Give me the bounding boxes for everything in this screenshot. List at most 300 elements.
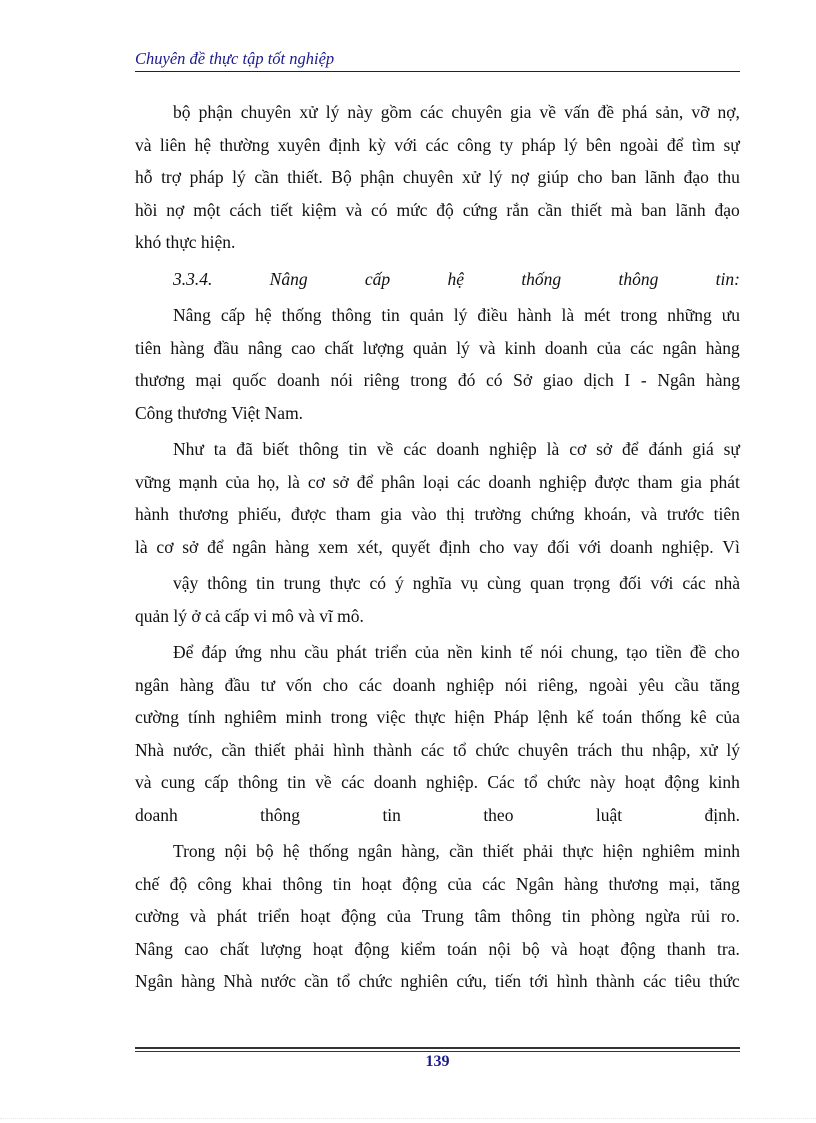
text-line	[135, 669, 740, 702]
word: độ	[169, 873, 188, 894]
word: chức	[547, 772, 581, 792]
word: tin	[287, 772, 306, 792]
word: tư	[260, 674, 275, 695]
word: lý	[453, 305, 468, 325]
word: các	[420, 739, 445, 760]
word: Các	[487, 772, 515, 792]
word: xuyên	[277, 134, 321, 155]
word: cao	[291, 337, 316, 358]
word: tiến	[494, 971, 522, 991]
word: cho	[479, 536, 505, 557]
word: tiên	[135, 337, 162, 358]
word: doanh	[392, 674, 436, 695]
word: cơ	[156, 536, 174, 557]
word: đã	[236, 439, 253, 459]
word: nội	[488, 938, 511, 959]
word: các	[482, 873, 506, 894]
word: thường	[219, 134, 270, 155]
word: theo	[483, 804, 514, 825]
word: toán	[447, 938, 478, 959]
word: này	[347, 102, 373, 122]
word: hàng	[705, 337, 740, 358]
word: thông	[511, 906, 552, 926]
word: để	[622, 439, 639, 459]
word: đánh	[648, 439, 683, 459]
paragraph-3	[135, 433, 740, 563]
word: hệ	[282, 841, 300, 861]
word: hệ	[255, 305, 272, 325]
word: động	[354, 938, 390, 959]
word: của	[447, 873, 472, 894]
word: tin	[332, 873, 352, 894]
word: đề	[689, 642, 707, 662]
word: nợ	[510, 167, 529, 187]
word: thị	[446, 504, 465, 524]
word: xem	[318, 536, 349, 557]
word: ngừa	[645, 906, 681, 926]
word: phân	[381, 471, 416, 492]
word: hệ	[447, 268, 465, 289]
word: cấp	[220, 305, 246, 325]
word: hoạt	[624, 772, 655, 792]
text-line	[135, 226, 740, 259]
word: về	[539, 102, 557, 122]
word: ban	[611, 167, 637, 187]
word: cao	[184, 938, 209, 959]
word: ngoài	[588, 674, 628, 695]
word: thành	[373, 739, 413, 760]
word: và	[551, 938, 568, 959]
word: và	[345, 199, 363, 220]
word: trong	[410, 370, 448, 390]
word: nước	[260, 971, 296, 991]
word: thu	[717, 167, 740, 187]
word: có	[371, 199, 388, 220]
word: triển	[257, 906, 290, 926]
footer-rule	[135, 1047, 740, 1049]
word: nhập,	[652, 739, 691, 760]
word: việc	[376, 707, 406, 727]
word: thiết.	[287, 167, 323, 187]
word: vấn	[564, 102, 590, 122]
word: các	[425, 134, 449, 155]
word: Trong	[173, 841, 216, 861]
word: vốn	[285, 674, 312, 695]
word: tin	[561, 906, 581, 926]
word: lượng	[260, 938, 302, 959]
text-line	[135, 701, 740, 734]
word: minh	[704, 841, 740, 861]
word: I	[624, 370, 631, 390]
word: cứu,	[456, 971, 487, 991]
word: phải	[294, 739, 325, 760]
page-edge	[0, 1118, 816, 1119]
word: vậy	[173, 573, 199, 593]
header-rule	[135, 71, 740, 72]
word: lãnh	[675, 199, 706, 220]
word: -	[640, 370, 647, 390]
word: cùng	[487, 573, 522, 593]
word: Nâng	[269, 268, 308, 289]
word: cấp	[364, 268, 391, 289]
word: hoạt	[578, 938, 610, 959]
word: về	[376, 439, 394, 459]
word: ngân	[662, 337, 697, 358]
word: công	[457, 134, 492, 155]
word: hiện	[602, 841, 633, 861]
word: lý	[563, 134, 578, 155]
word: định	[439, 536, 471, 557]
word: riêng,	[537, 674, 579, 695]
word: thiết	[570, 199, 602, 220]
word: thông	[331, 305, 372, 325]
word: bộ	[256, 841, 274, 861]
word: Ngân	[515, 873, 554, 894]
word: đó	[457, 370, 476, 390]
word: yêu	[638, 674, 664, 695]
word: nghiệp.	[425, 772, 478, 792]
word: thực	[562, 841, 594, 861]
word: triển	[374, 642, 407, 662]
word: thiết	[254, 739, 286, 760]
word: chuyên	[240, 102, 292, 122]
word: về	[315, 772, 332, 792]
word: tâm	[474, 906, 501, 926]
word: bộ	[173, 102, 191, 122]
word: với	[578, 536, 602, 557]
word: ngân	[358, 841, 393, 861]
word: doanh	[488, 471, 532, 492]
word: động	[620, 938, 656, 959]
word: ban	[641, 199, 667, 220]
word: kiểm	[400, 938, 436, 959]
word: các	[420, 102, 444, 122]
word: nội	[224, 841, 247, 861]
text-line	[135, 799, 740, 832]
word: rắn	[506, 199, 529, 220]
word: phận	[360, 167, 395, 187]
word: tính	[187, 707, 216, 727]
word: lý	[232, 167, 246, 187]
word: thông	[618, 268, 659, 289]
word: tiên	[713, 504, 740, 524]
word: thương	[608, 873, 659, 894]
word: cho	[714, 642, 740, 662]
word: đầu	[213, 337, 239, 358]
word: rủi	[690, 906, 711, 926]
word: hàng	[564, 873, 599, 894]
word: kinh	[504, 337, 536, 358]
word: gồm	[380, 102, 412, 122]
word: liên	[159, 134, 187, 155]
word: để	[666, 134, 684, 155]
word: của	[715, 707, 740, 727]
text-line	[135, 567, 740, 600]
word: Vì	[722, 536, 740, 557]
page-number: 139	[425, 1053, 450, 1070]
word: các	[403, 439, 427, 459]
word: kiệm	[301, 199, 337, 220]
word: định.	[704, 804, 740, 825]
word: tạo	[626, 642, 648, 662]
section-heading	[135, 263, 740, 296]
word: họ,	[257, 471, 280, 492]
word: tin	[348, 439, 368, 459]
word: cho	[322, 674, 348, 695]
word: thống	[641, 707, 682, 727]
word: vụ	[460, 573, 479, 593]
word: hàng	[179, 674, 214, 695]
word: tế	[519, 642, 533, 662]
word: thông	[298, 439, 339, 459]
word: thu	[620, 739, 644, 760]
word: động	[402, 873, 438, 894]
word: nghiên	[400, 971, 449, 991]
word: phá	[622, 102, 648, 122]
word: cường	[135, 906, 180, 926]
word: là	[135, 536, 148, 557]
word: nghĩa	[412, 573, 452, 593]
word: và	[135, 772, 152, 792]
word: thực	[414, 707, 446, 727]
word: 3.3.4.	[173, 268, 213, 289]
word: các	[457, 471, 481, 492]
text-line	[135, 900, 740, 933]
word: tổ	[452, 739, 467, 760]
paragraph-2	[135, 299, 740, 429]
word: để	[207, 536, 224, 557]
word: hình	[333, 739, 365, 760]
word: giúp	[537, 167, 569, 187]
word: tăng	[709, 873, 740, 894]
word: giá	[692, 439, 714, 459]
word: tổ	[336, 971, 351, 991]
word: đạo	[714, 199, 740, 220]
word: khoán,	[583, 504, 632, 524]
word: thông	[282, 873, 323, 894]
word: cơ	[307, 471, 325, 492]
word: phận	[198, 102, 233, 122]
word: Nhà	[223, 971, 253, 991]
word: nghiệp	[538, 471, 587, 492]
word: các	[682, 573, 706, 593]
word: tới	[529, 971, 549, 991]
word: đối	[619, 573, 642, 593]
word: hỗ	[135, 167, 153, 187]
word: Trung	[421, 906, 464, 926]
word: của	[225, 471, 250, 492]
word: nghiệp	[446, 674, 494, 695]
word: thông	[260, 804, 301, 825]
word: hoạt	[300, 906, 331, 926]
word: hàng	[170, 337, 205, 358]
word: là	[287, 471, 300, 492]
word: kinh	[708, 772, 740, 792]
word: và	[478, 337, 496, 358]
word: chức	[475, 739, 510, 760]
word: sở	[596, 439, 613, 459]
word: các	[642, 971, 667, 991]
word: là	[546, 439, 560, 459]
word: Pháp	[493, 707, 529, 727]
word: Nâng	[173, 305, 211, 325]
word: tra.	[717, 938, 740, 959]
word: thực	[329, 573, 361, 593]
word: của	[596, 337, 622, 358]
word: phải	[523, 841, 554, 861]
word: nghiệp.	[661, 536, 714, 557]
word: hoạt	[312, 938, 343, 959]
word: chuyên	[451, 102, 502, 122]
paragraph-1	[135, 96, 740, 259]
word: cách	[229, 199, 262, 220]
word: trước	[666, 504, 705, 524]
word: điều	[477, 305, 508, 325]
word: đề	[597, 102, 615, 122]
word: đối	[547, 536, 570, 557]
word: gia	[380, 504, 402, 524]
word: đạo	[683, 167, 709, 187]
word: tìm	[691, 134, 716, 155]
word: các	[630, 337, 654, 358]
word: nhu	[269, 642, 297, 662]
word: xử	[699, 739, 718, 760]
word: nghiêm	[642, 841, 695, 861]
word: Ngân	[135, 971, 173, 991]
word: hoạt	[361, 873, 392, 894]
word: tiêu	[674, 971, 701, 991]
word: lý	[726, 739, 740, 760]
word: tiền	[655, 642, 682, 662]
paragraph-4	[135, 567, 740, 632]
word: thức	[708, 971, 740, 991]
word: có	[485, 370, 503, 390]
word: pháp	[521, 134, 556, 155]
word: vỡ	[691, 102, 710, 122]
word: Như	[173, 439, 204, 459]
text-line	[135, 299, 740, 332]
word: bộ	[522, 938, 540, 959]
word: Bộ	[331, 167, 352, 187]
word: cần	[304, 971, 329, 991]
word: công	[197, 873, 232, 894]
text-line	[135, 332, 740, 365]
word: trong	[620, 305, 658, 325]
word: cung	[160, 772, 195, 792]
word: cần	[449, 841, 474, 861]
word: nói	[540, 642, 563, 662]
word: ý	[395, 573, 404, 593]
text-line	[135, 868, 740, 901]
paragraph-6	[135, 835, 740, 998]
word: hiện	[454, 707, 485, 727]
word: phát	[709, 471, 740, 492]
word: gia	[510, 102, 532, 122]
word: lý	[456, 337, 470, 358]
word: minh	[285, 707, 322, 727]
word: cần	[221, 739, 246, 760]
word: sản,	[655, 102, 684, 122]
word: mức	[396, 199, 428, 220]
word: Nhà	[135, 739, 165, 760]
word: riêng	[363, 370, 400, 390]
word: mại	[195, 370, 222, 390]
word: trường	[474, 504, 522, 524]
word: cầu	[304, 642, 329, 662]
word: chuyên	[517, 739, 569, 760]
word: động	[341, 906, 377, 926]
word: trợ	[161, 167, 182, 187]
word: thanh	[666, 938, 706, 959]
paragraph-5	[135, 636, 740, 831]
word: cần	[254, 167, 279, 187]
word: nền	[447, 642, 473, 662]
word: vay	[513, 536, 539, 557]
word: trọng	[573, 573, 611, 593]
document-body	[135, 96, 740, 998]
text-line	[135, 161, 740, 194]
word: định	[328, 134, 360, 155]
word: thống	[281, 305, 322, 325]
header-title: Chuyên đề thực tập tốt nghiệp	[135, 49, 335, 68]
word: Công thương Việt Nam.	[135, 402, 304, 423]
word: độ	[436, 199, 454, 220]
word: giao	[542, 370, 573, 390]
word: khai	[241, 873, 273, 894]
word: quản	[413, 337, 448, 358]
word: mét	[584, 305, 611, 325]
word: Nâng	[135, 938, 173, 959]
word: thống	[521, 268, 562, 289]
word: là	[561, 305, 575, 325]
word: xét,	[356, 536, 383, 557]
word: hành	[135, 504, 170, 524]
word: tin	[256, 573, 275, 593]
word: quan	[530, 573, 565, 593]
word: ngân	[135, 674, 170, 695]
word: trong	[330, 707, 368, 727]
word: cầu	[674, 674, 699, 695]
word: lượng	[362, 337, 404, 358]
word: cần	[537, 199, 562, 220]
text-line	[135, 96, 740, 129]
text-line	[135, 600, 740, 633]
word: thành	[595, 971, 635, 991]
word: một	[193, 199, 221, 220]
word: thương	[178, 504, 229, 524]
text-line	[135, 397, 740, 430]
word: nợ	[166, 199, 185, 220]
word: được	[290, 504, 327, 524]
word: với	[394, 134, 418, 155]
word: kỳ	[368, 134, 386, 155]
word: quản lý ở cả cấp vi mô và vĩ mô.	[135, 605, 364, 626]
word: lệnh	[537, 707, 568, 727]
word: nâng	[247, 337, 282, 358]
word: thương	[135, 370, 185, 390]
text-line	[135, 433, 740, 466]
word: chất	[219, 938, 250, 959]
word: chất	[324, 337, 354, 358]
word: các	[358, 674, 383, 695]
word: doanh	[373, 772, 417, 792]
text-line	[135, 965, 740, 998]
word: sự	[723, 439, 740, 459]
word: động	[664, 772, 700, 792]
word: tham	[335, 504, 371, 524]
word: quản	[409, 305, 444, 325]
word: cho	[577, 167, 603, 187]
